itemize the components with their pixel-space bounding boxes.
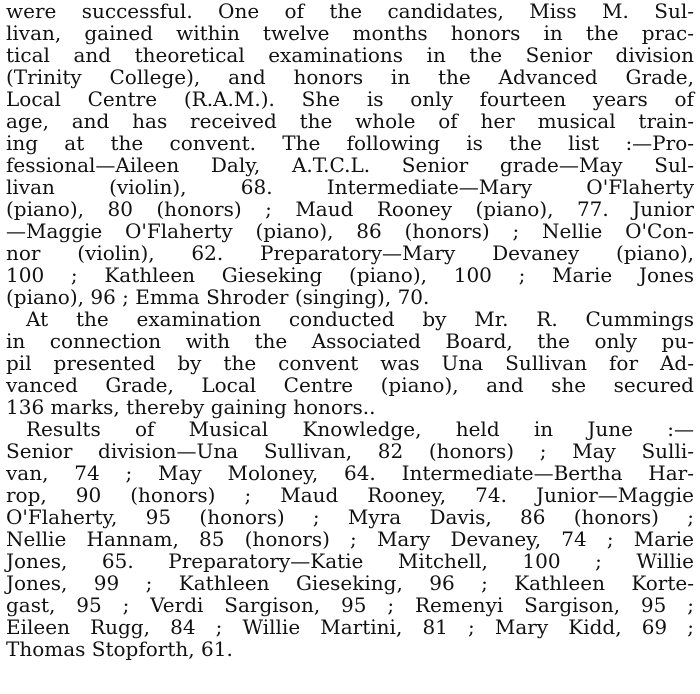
text-line: O'Flaherty, 95 (honors) ; Myra Davis, 86 (honors) ;: [6, 505, 694, 529]
text-line: ing at the convent. The following is the list :—Pro-: [6, 131, 694, 155]
text-line: (piano), 96 ; Emma Shroder (singing), 70.: [6, 285, 430, 309]
text-line: livan, gained within twelve months honors in the prac-: [6, 21, 694, 45]
text-line: age, and has received the whole of her musical train-: [6, 109, 694, 133]
text-line: 136 marks, thereby gaining honors..: [6, 395, 376, 419]
text-line: Local Centre (R.A.M.). She is only fourteen years of: [6, 87, 694, 111]
text-line: tical and theoretical examinations in the Senior division: [6, 43, 694, 67]
text-line: Jones, 65. Preparatory—Katie Mitchell, 100 ; Willie: [6, 549, 694, 573]
text-line: 100 ; Kathleen Gieseking (piano), 100 ; Marie Jones: [6, 263, 694, 287]
text-line: in connection with the Associated Board, the only pu-: [6, 329, 694, 353]
text-line: Results of Musical Knowledge, held in June :—: [26, 417, 694, 441]
paragraph-musical-knowledge: [6, 418, 694, 660]
text-line: —Maggie O'Flaherty (piano), 86 (honors) ; Nellie O'Con-: [6, 219, 694, 243]
text-line: (piano), 80 (honors) ; Maud Rooney (piano), 77. Junior: [6, 197, 694, 221]
text-line: nor (violin), 62. Preparatory—Mary Devaney (piano),: [6, 241, 694, 265]
text-line: (Trinity College), and honors in the Advanced Grade,: [6, 65, 694, 89]
text-line: Senior division—Una Sullivan, 82 (honors) ; May Sulli-: [6, 439, 694, 463]
text-line: Jones, 99 ; Kathleen Gieseking, 96 ; Kathleen Korte-: [6, 571, 694, 595]
text-line: At the examination conducted by Mr. R. Cummings: [26, 307, 694, 331]
text-line: Thomas Stopforth, 61.: [6, 637, 233, 661]
text-line: were successful. One of the candidates, Miss M. Sul-: [6, 0, 694, 23]
text-line: Nellie Hannam, 85 (honors) ; Mary Devaney, 74 ; Marie: [6, 527, 694, 551]
text-line: van, 74 ; May Moloney, 64. Intermediate—Bertha Har-: [6, 461, 694, 485]
text-line: gast, 95 ; Verdi Sargison, 95 ; Remenyi Sargison, 95 ;: [6, 593, 694, 617]
text-line: vanced Grade, Local Centre (piano), and she secured: [6, 373, 694, 397]
text-line: fessional—Aileen Daly, A.T.C.L. Senior grade—May Sul-: [6, 153, 694, 177]
paragraph-exam-results: [6, 0, 694, 308]
newspaper-column: [6, 0, 694, 660]
text-line: pil presented by the convent was Una Sullivan for Ad-: [6, 351, 694, 375]
text-line: rop, 90 (honors) ; Maud Rooney, 74. Junior—Maggie: [6, 483, 694, 507]
text-line: Eileen Rugg, 84 ; Willie Martini, 81 ; Mary Kidd, 69 ;: [6, 615, 694, 639]
text-line: livan (violin), 68. Intermediate—Mary O'Flaherty: [6, 175, 694, 199]
paragraph-associated-board: [6, 308, 694, 418]
